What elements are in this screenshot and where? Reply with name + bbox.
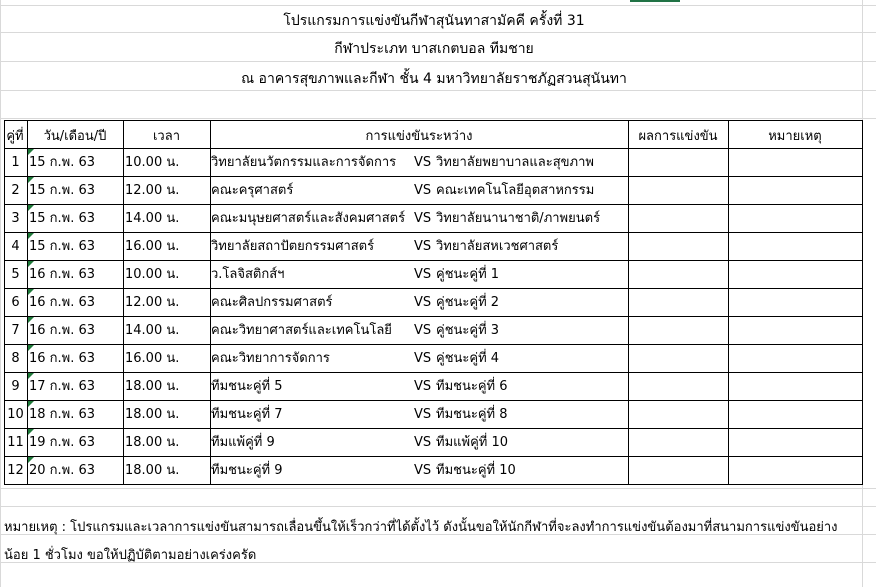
result-cell[interactable] [629,429,727,455]
team-b-cell[interactable]: ทีมชนะคู่ที่ 10 [436,463,516,478]
vs-label[interactable]: VS [414,211,432,226]
remark-cell[interactable] [729,289,861,315]
header-result[interactable]: ผลการแข่งขัน [638,129,718,144]
grid-line [0,5,876,6]
number-stored-as-text-indicator [28,345,34,351]
team-b-cell[interactable]: วิทยาลัยสหเวชศาสตร์ [436,239,559,254]
date-cell[interactable]: 16 ก.พ. 63 [29,323,96,338]
date-cell[interactable]: 19 ก.พ. 63 [29,435,96,450]
vs-label[interactable]: VS [414,407,432,422]
number-stored-as-text-indicator [28,373,34,379]
grid-line [0,61,876,62]
remark-cell[interactable] [729,317,861,343]
remark-cell[interactable] [729,401,861,427]
remark-cell[interactable] [729,373,861,399]
result-cell[interactable] [629,261,727,287]
pair-number-cell[interactable]: 8 [11,351,20,366]
team-a-cell[interactable]: ว.โลจิสติกส์ฯ [211,267,285,282]
header-remark[interactable]: หมายเหตุ [768,129,822,144]
remark-cell[interactable] [729,205,861,231]
number-stored-as-text-indicator [28,261,34,267]
time-cell[interactable]: 16.00 น. [125,239,180,254]
note-line1[interactable]: หมายเหตุ : โปรแกรมและเวลาการแข่งขันสามารถเลื่อนขึ้นให้เร็วกว่าที่ได้ตั้งไว้ ดังนั้นขอให้นักกีฬาที่จะลงทำการแข่งขันต้องมาที่สนามการแข่งขันอย่าง [4,520,838,535]
date-cell[interactable]: 16 ก.พ. 63 [29,295,96,310]
result-cell[interactable] [629,457,727,483]
time-cell[interactable]: 14.00 น. [125,211,180,226]
vs-label[interactable]: VS [414,323,432,338]
remark-cell[interactable] [729,233,861,259]
number-stored-as-text-indicator [28,233,34,239]
remark-cell[interactable] [729,429,861,455]
time-cell[interactable]: 10.00 น. [125,267,180,282]
result-cell[interactable] [629,205,727,231]
team-a-cell[interactable]: วิทยาลัยนวัตกรรมและการจัดการ [211,155,397,170]
number-stored-as-text-indicator [28,317,34,323]
date-cell[interactable]: 15 ก.พ. 63 [29,211,96,226]
vs-label[interactable]: VS [414,267,432,282]
vs-label[interactable]: VS [414,239,432,254]
date-cell[interactable]: 16 ก.พ. 63 [29,351,96,366]
team-a-cell[interactable]: ทีมชนะคู่ที่ 5 [211,379,283,394]
result-cell[interactable] [629,317,727,343]
team-a-cell[interactable]: ทีมชนะคู่ที่ 9 [211,463,283,478]
remark-cell[interactable] [729,149,861,175]
result-cell[interactable] [629,373,727,399]
vs-label[interactable]: VS [414,183,432,198]
pair-number-cell[interactable]: 3 [11,211,20,226]
number-stored-as-text-indicator [28,457,34,463]
grid-line [4,484,862,485]
remark-cell[interactable] [729,345,861,371]
number-stored-as-text-indicator [28,429,34,435]
remark-cell[interactable] [729,261,861,287]
team-a-cell[interactable]: ทีมชนะคู่ที่ 7 [211,407,283,422]
team-a-cell[interactable]: ทีมแพ้คู่ที่ 9 [211,435,275,450]
result-cell[interactable] [629,401,727,427]
team-b-cell[interactable]: คณะเทคโนโลยีอุตสาหกรรม [436,183,595,198]
team-a-cell[interactable]: วิทยาลัยสถาปัตยกรรมศาสตร์ [211,239,375,254]
team-b-cell[interactable]: วิทยาลัยพยาบาลและสุขภาพ [436,155,594,170]
vs-label[interactable]: VS [414,463,432,478]
header-time[interactable]: เวลา [152,129,180,144]
number-stored-as-text-indicator [28,177,34,183]
time-cell[interactable]: 14.00 น. [125,323,180,338]
date-cell[interactable]: 16 ก.พ. 63 [29,267,96,282]
grid-line [862,120,863,485]
pair-number-cell[interactable]: 4 [11,239,20,254]
selected-column-indicator [630,0,680,2]
vs-label[interactable]: VS [414,379,432,394]
date-cell[interactable]: 15 ก.พ. 63 [29,183,96,198]
number-stored-as-text-indicator [28,401,34,407]
grid-line [123,120,124,485]
grid-line [4,120,862,121]
time-cell[interactable]: 18.00 น. [125,379,180,394]
date-cell[interactable]: 20 ก.พ. 63 [29,463,96,478]
sheet-title-line2[interactable]: กีฬาประเภท บาสเกตบอล ทีมชาย [334,41,534,57]
remark-cell[interactable] [729,457,861,483]
number-stored-as-text-indicator [28,205,34,211]
date-cell[interactable]: 18 ก.พ. 63 [29,407,96,422]
team-b-cell[interactable]: ทีมชนะคู่ที่ 6 [436,379,508,394]
grid-line [0,118,876,119]
pair-number-cell[interactable]: 10 [7,407,24,422]
time-cell[interactable]: 18.00 น. [125,407,180,422]
remark-cell[interactable] [729,177,861,203]
team-b-cell[interactable]: คู่ชนะคู่ที่ 1 [436,267,500,282]
team-a-cell[interactable]: คณะวิทยาศาสตร์และเทคโนโลยี [211,323,392,338]
header-match[interactable]: การแข่งขันระหว่าง [365,129,473,144]
team-b-cell[interactable]: ทีมแพ้คู่ที่ 10 [436,435,509,450]
time-cell[interactable]: 10.00 น. [125,155,180,170]
team-b-cell[interactable]: คู่ชนะคู่ที่ 2 [436,295,500,310]
team-a-cell[interactable]: คณะครุศาสตร์ [211,183,294,198]
pair-number-cell[interactable]: 1 [11,155,20,170]
time-cell[interactable]: 12.00 น. [125,183,180,198]
team-b-cell[interactable]: คู่ชนะคู่ที่ 4 [436,351,500,366]
time-cell[interactable]: 12.00 น. [125,295,180,310]
result-cell[interactable] [629,345,727,371]
vs-label[interactable]: VS [414,435,432,450]
team-a-cell[interactable]: คณะวิทยาการจัดการ [211,351,330,366]
vs-label[interactable]: VS [414,155,432,170]
team-b-cell[interactable]: คู่ชนะคู่ที่ 3 [436,323,500,338]
time-cell[interactable]: 18.00 น. [125,463,180,478]
pair-number-cell[interactable]: 9 [11,379,20,394]
team-a-cell[interactable]: คณะศิลปกรรมศาสตร์ [211,295,333,310]
grid-line [0,32,876,33]
grid-line [0,506,876,507]
vs-label[interactable]: VS [414,295,432,310]
number-stored-as-text-indicator [28,149,34,155]
sheet-title-line1[interactable]: โปรแกรมการแข่งขันกีฬาสุนันทาสามัคคี ครั้งที่ 31 [283,13,585,29]
result-cell[interactable] [629,233,727,259]
pair-number-cell[interactable]: 12 [7,463,24,478]
result-cell[interactable] [629,177,727,203]
team-a-cell[interactable]: คณะมนุษยศาสตร์และสังคมศาสตร์ [211,211,406,226]
header-pair-no[interactable]: คู่ที่ [6,129,24,144]
note-line2[interactable]: น้อย 1 ชั่วโมง ขอให้ปฏิบัติตามอย่างเคร่งครัด [4,548,257,563]
pair-number-cell[interactable]: 5 [11,267,20,282]
pair-number-cell[interactable]: 11 [7,435,24,450]
date-cell[interactable]: 15 ก.พ. 63 [29,239,96,254]
vs-label[interactable]: VS [414,351,432,366]
number-stored-as-text-indicator [28,289,34,295]
header-date[interactable]: วัน/เดือน/ปี [43,129,107,144]
pair-number-cell[interactable]: 6 [11,295,20,310]
team-b-cell[interactable]: วิทยาลัยนานาชาติ/ภาพยนตร์ [436,211,601,226]
time-cell[interactable]: 18.00 น. [125,435,180,450]
result-cell[interactable] [629,289,727,315]
team-b-cell[interactable]: ทีมชนะคู่ที่ 8 [436,407,508,422]
sheet-title-line3[interactable]: ณ อาคารสุขภาพและกีฬา ชั้น 4 มหาวิทยาลัยราชภัฏสวนสุนันทา [241,71,627,87]
grid-line [0,90,876,91]
result-cell[interactable] [629,149,727,175]
pair-number-cell[interactable]: 2 [11,183,20,198]
time-cell[interactable]: 16.00 น. [125,351,180,366]
grid-line [0,488,876,489]
date-cell[interactable]: 15 ก.พ. 63 [29,155,96,170]
pair-number-cell[interactable]: 7 [11,323,20,338]
date-cell[interactable]: 17 ก.พ. 63 [29,379,96,394]
